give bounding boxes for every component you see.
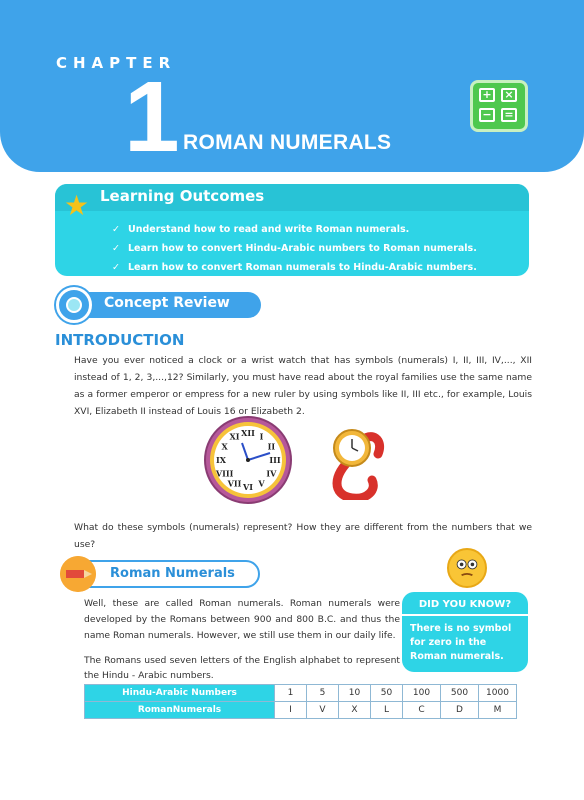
clock-numeral: VI <box>243 482 253 492</box>
table-cell: 5 <box>307 685 339 702</box>
table-cell: C <box>403 702 441 719</box>
clock-numeral: IV <box>266 468 277 479</box>
calculator-icon <box>470 80 528 132</box>
clock-numeral: V <box>258 478 265 489</box>
concept-review-title: Concept Review <box>104 295 230 311</box>
table-cell: M <box>479 702 517 719</box>
clock-numeral: X <box>221 441 228 452</box>
star-icon: ★ <box>64 189 90 222</box>
table-cell: 50 <box>371 685 403 702</box>
clock-numeral: VII <box>227 478 242 489</box>
list-item: ✓ Learn how to convert Roman numerals to Hindu-Arabic numbers. <box>112 258 477 277</box>
pencil-icon <box>60 556 96 592</box>
table-cell: D <box>441 702 479 719</box>
did-you-know-title: DID YOU KNOW? <box>402 599 528 616</box>
table-cell: 1 <box>275 685 307 702</box>
table-cell: 100 <box>403 685 441 702</box>
clock-numeral: XI <box>229 431 240 442</box>
check-icon: ✓ <box>112 262 120 273</box>
clock-numeral: II <box>267 441 276 452</box>
list-item: ✓ Understand how to read and write Roman numerals. <box>112 220 477 239</box>
learning-outcomes-title: Learning Outcomes <box>100 187 265 205</box>
equals-icon: = <box>501 108 517 122</box>
table-cell: X <box>339 702 371 719</box>
roman-numerals-table <box>84 684 517 719</box>
roman-numerals-paragraph-2: The Romans used seven letters of the English alphabet to represent the Hindu - Arabic numbers. <box>84 655 400 681</box>
table-cell: 500 <box>441 685 479 702</box>
table-cell: 1000 <box>479 685 517 702</box>
plus-icon: + <box>479 88 495 102</box>
clock-numeral: I <box>259 431 264 442</box>
table-cell: I <box>275 702 307 719</box>
introduction-heading: INTRODUCTION <box>55 331 185 349</box>
learning-outcomes-list <box>112 220 477 277</box>
check-icon: ✓ <box>112 224 120 235</box>
introduction-paragraph: Have you ever noticed a clock or a wrist watch that has symbols (numerals) I, II, III, IV,..., XII instead of 1, 2, 3,...,12? Similarly, you must have read about the royal families use the same name as a former emperor or empress for a new ruler by using symbols like II, III etc., for example, Louis XVI, Elizabeth II instead of Louis 16 or Elizabeth 2. <box>74 355 532 417</box>
magnifier-icon <box>56 287 92 323</box>
list-item: ✓ Learn how to convert Hindu-Arabic numbers to Roman numerals. <box>112 239 477 258</box>
clock-numeral: XII <box>241 428 255 438</box>
did-you-know-text: There is no symbol for zero in the Roman numerals. <box>410 623 512 662</box>
roman-numerals-paragraph: Well, these are called Roman numerals. Roman numerals were developed by the Romans between 900 and 800 B.C. and thus the name Roman numerals. However, we still use them in our daily life. <box>84 598 400 641</box>
clock-numeral: IX <box>216 455 226 465</box>
clock-numeral: VIII <box>215 468 234 479</box>
table-row-label: RomanNumerals <box>85 702 275 719</box>
chapter-label: CHAPTER <box>56 54 177 72</box>
table-row-label: Hindu-Arabic Numbers <box>85 685 275 702</box>
thinking-face-icon <box>447 548 487 588</box>
roman-numerals-title: Roman Numerals <box>110 566 235 581</box>
introduction-question: What do these symbols (numerals) represent? How they are different from the numbers that we use? <box>74 522 532 550</box>
multiply-icon: × <box>501 88 517 102</box>
table-row <box>85 685 517 702</box>
table-cell: V <box>307 702 339 719</box>
check-icon: ✓ <box>112 243 120 254</box>
wrist-watch-icon <box>322 420 386 500</box>
chapter-number: 1 <box>124 61 180 173</box>
chapter-title: ROMAN NUMERALS <box>183 131 392 154</box>
table-row <box>85 702 517 719</box>
minus-icon: − <box>479 108 495 122</box>
table-cell: 10 <box>339 685 371 702</box>
clock-numeral: III <box>269 455 281 465</box>
roman-clock-icon <box>198 415 298 505</box>
table-cell: L <box>371 702 403 719</box>
